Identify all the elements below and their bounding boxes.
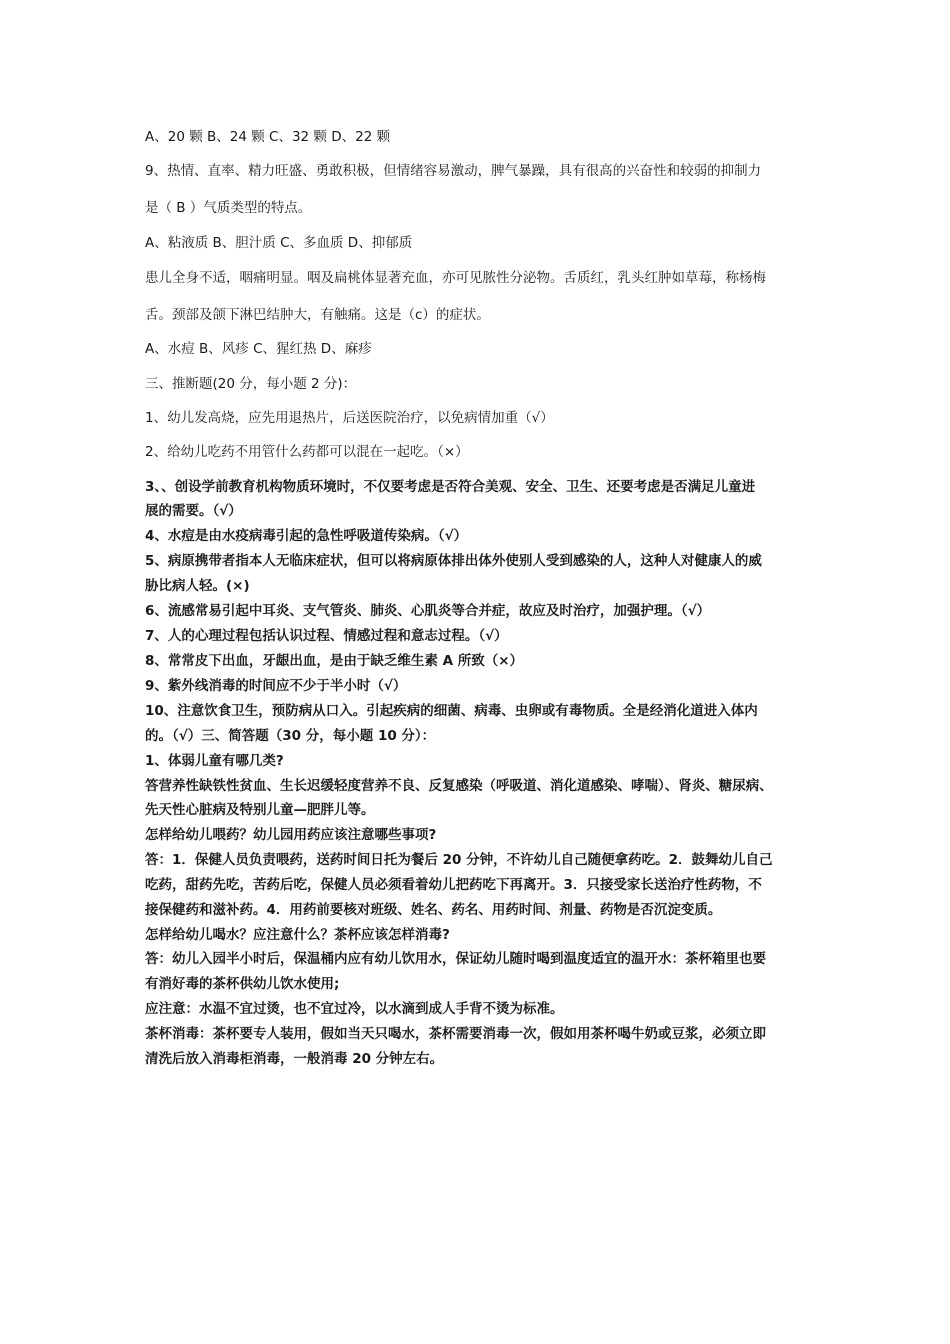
text-line: 胁比病人轻。(×)	[145, 578, 250, 594]
text-line: 3、、创设学前教育机构物质环境时，不仅要考虑是否符合美观、安全、卫生、还要考虑是否满足儿童进	[145, 479, 756, 495]
text-line: 的。（√）三、简答题（30 分，每小题 10 分）：	[145, 728, 436, 744]
text-line: 茶杯消毒：茶杯要专人装用，假如当天只喝水，茶杯需要消毒一次，假如用茶杯喝牛奶或豆浆，必须立即	[145, 1026, 766, 1042]
text-line: 5、病原携带者指本人无临床症状，但可以将病原体排出体外使别人受到感染的人，这种人对健康人的威	[145, 553, 762, 569]
text-line: A、粘液质 B、胆汁质 C、多血质 D、抑郁质	[145, 235, 413, 251]
text-line: 8、常常皮下出血，牙龈出血，是由于缺乏维生素 A 所致（×）	[145, 653, 524, 669]
text-line: 先天性心脏病及特别儿童—肥胖儿等。	[145, 802, 375, 818]
text-line: 1、幼儿发高烧，应先用退热片，后送医院治疗，以免病情加重（√）	[145, 410, 554, 426]
text-line: 答：幼儿入园半小时后，保温桶内应有幼儿饮用水，保证幼儿随时喝到温度适宜的温开水：茶杯箱里也要	[145, 951, 766, 967]
text-line: 应注意：水温不宜过烫，也不宜过冷，以水滴到成人手背不烫为标准。	[145, 1001, 564, 1017]
text-line: 接保健药和滋补药。4．用药前要核对班级、姓名、药名、用药时间、剂量、药物是否沉淀变质。	[145, 902, 722, 918]
text-line: A、20 颗 B、24 颗 C、32 颗 D、22 颗	[145, 129, 391, 145]
text-line: A、水痘 B、风疹 C、猩红热 D、麻疹	[145, 341, 372, 357]
text-line: 清洗后放入消毒柜消毒，一般消毒 20 分钟左右。	[145, 1051, 444, 1067]
text-line: 10、注意饮食卫生，预防病从口入。引起疾病的细菌、病毒、虫卵或有毒物质。全是经消化道进入体内	[145, 703, 758, 719]
question-heading: 怎样给幼儿喝水？应注意什么？茶杯应该怎样消毒?	[145, 927, 450, 943]
text-line: 是（ B ）气质类型的特点。	[145, 200, 312, 216]
question-heading: 怎样给幼儿喂药？幼儿园用药应该注意哪些事项?	[145, 827, 437, 843]
text-line: 答：1．保健人员负责喂药，送药时间日托为餐后 20 分钟，不许幼儿自己随便拿药吃。2．鼓舞幼儿自己	[145, 852, 773, 868]
text-line: 9、紫外线消毒的时间应不少于半小时（√）	[145, 678, 407, 694]
text-line: 6、流感常易引起中耳炎、支气管炎、肺炎、心肌炎等合并症，故应及时治疗，加强护理。（√）	[145, 603, 711, 619]
text-line: 答营养性缺铁性贫血、生长迟缓轻度营养不良、反复感染（呼吸道、消化道感染、哮喘）、肾炎、糖尿病、	[145, 778, 773, 794]
text-line: 有消好毒的茶杯供幼儿饮水使用;	[145, 976, 340, 992]
text-line: 4、水痘是由水疫病毒引起的急性呼吸道传染病。（√）	[145, 528, 468, 544]
text-line: 展的需要。（√）	[145, 503, 242, 519]
text-line: 7、人的心理过程包括认识过程、情感过程和意志过程。（√）	[145, 628, 508, 644]
section-heading: 三、推断题(20 分，每小题 2 分)：	[145, 376, 357, 392]
text-line: 9、热情、直率、精力旺盛、勇敢积极，但情绪容易激动，脾气暴躁，具有很高的兴奋性和较弱的抑制力	[145, 163, 762, 179]
text-line: 2、给幼儿吃药不用管什么药都可以混在一起吃。（×）	[145, 444, 469, 460]
question-heading: 1、体弱儿童有哪几类?	[145, 753, 284, 769]
text-line: 吃药，甜药先吃，苦药后吃，保健人员必须看着幼儿把药吃下再离开。3．只接受家长送治疗性药物，不	[145, 877, 762, 893]
text-line: 患儿全身不适，咽痛明显。咽及扁桃体显著充血，亦可见脓性分泌物。舌质红，乳头红肿如草莓，称杨梅	[145, 270, 766, 286]
text-line: 舌。颈部及颌下淋巴结肿大，有触痛。这是（c）的症状。	[145, 307, 490, 323]
